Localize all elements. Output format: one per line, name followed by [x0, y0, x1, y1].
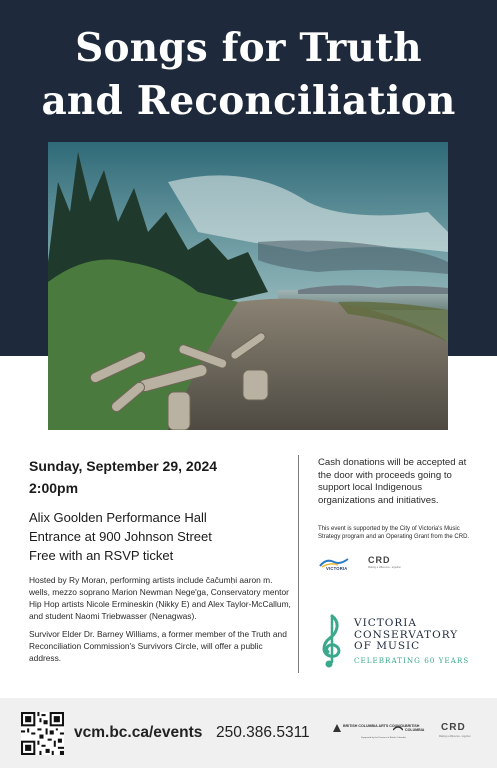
crd-footer-tagline: Making a difference...together [439, 735, 471, 738]
title-line-1: Songs for Truth [75, 25, 422, 71]
bc-arts-mark-icon [333, 724, 341, 732]
qr-code-icon[interactable] [21, 712, 64, 755]
beach-photo [48, 142, 448, 430]
crd-tagline: Making a difference...together [368, 566, 402, 569]
sponsor-logos [318, 553, 478, 575]
vcm-name-line-3: OF MUSIC [354, 640, 421, 652]
survivor-paragraph: Survivor Elder Dr. Barney Williams, a former member of the Truth and Reconciliation Commission's Survivors Circle, will offer a public address. [29, 629, 287, 663]
support-note: This event is supported by the City of Victoria's Music Strategy program and an Operating Grant from the CRD. [318, 526, 470, 540]
info-column [318, 457, 478, 541]
title-line-2: and Reconciliation [41, 78, 456, 124]
event-date: Sunday, September 29, 2024 [29, 458, 218, 474]
event-entrance: Entrance at 900 Johnson Street [29, 529, 212, 544]
treble-clef-icon [318, 612, 346, 670]
crd-footer-logo-text: CRD [441, 722, 466, 733]
event-venue: Alix Goolden Performance Hall [29, 510, 207, 525]
victoria-logo-text: VICTORIA [326, 566, 348, 571]
crd-logo [368, 555, 408, 573]
bc-province-mark-icon [393, 724, 403, 732]
cash-donations-note: Cash donations will be accepted at the door with proceeds going to support local Indigenous organizations and initiatives. [318, 457, 467, 506]
events-url-link[interactable]: vcm.bc.ca/events [74, 724, 203, 741]
venue-block [29, 508, 291, 565]
event-time: 2:00pm [29, 480, 79, 496]
crd-logo-text: CRD [368, 555, 391, 565]
vcm-name-line-1: VICTORIA [354, 617, 418, 629]
vcm-name [354, 618, 458, 653]
vcm-anniversary: CELEBRATING 60 YEARS [354, 656, 470, 665]
bc-arts-council-text: BRITISH COLUMBIA ARTS COUNCIL [343, 724, 406, 728]
city-of-victoria-logo [318, 555, 360, 573]
column-divider [298, 455, 299, 673]
vcm-name-line-2: CONSERVATORY [354, 628, 459, 641]
footer-bar [0, 698, 497, 768]
poster-title [0, 22, 497, 128]
hosts-paragraph: Hosted by Ry Moran, performing artists include čačumḥi aaron m. wells, mezzo soprano Marion Newman Nege'ga, Conservatory mentor Hip Hop artists Nicole Ermineskin (Nikky E) and Alex Taylor-McCallum, and student Naomi Triebwasser (Nenagwas). [29, 575, 291, 621]
bc-province-subtext: Supported by the Province of British Columbia [361, 737, 406, 739]
crd-footer-logo [439, 722, 479, 742]
phone-number: 250.386.5311 [216, 724, 310, 741]
event-admission: Free with an RSVP ticket [29, 548, 174, 563]
bc-province-text: BRITISH COLUMBIA [405, 724, 425, 733]
bc-arts-council-logo [333, 722, 437, 742]
vcm-logo [318, 612, 478, 670]
event-details [29, 455, 291, 664]
